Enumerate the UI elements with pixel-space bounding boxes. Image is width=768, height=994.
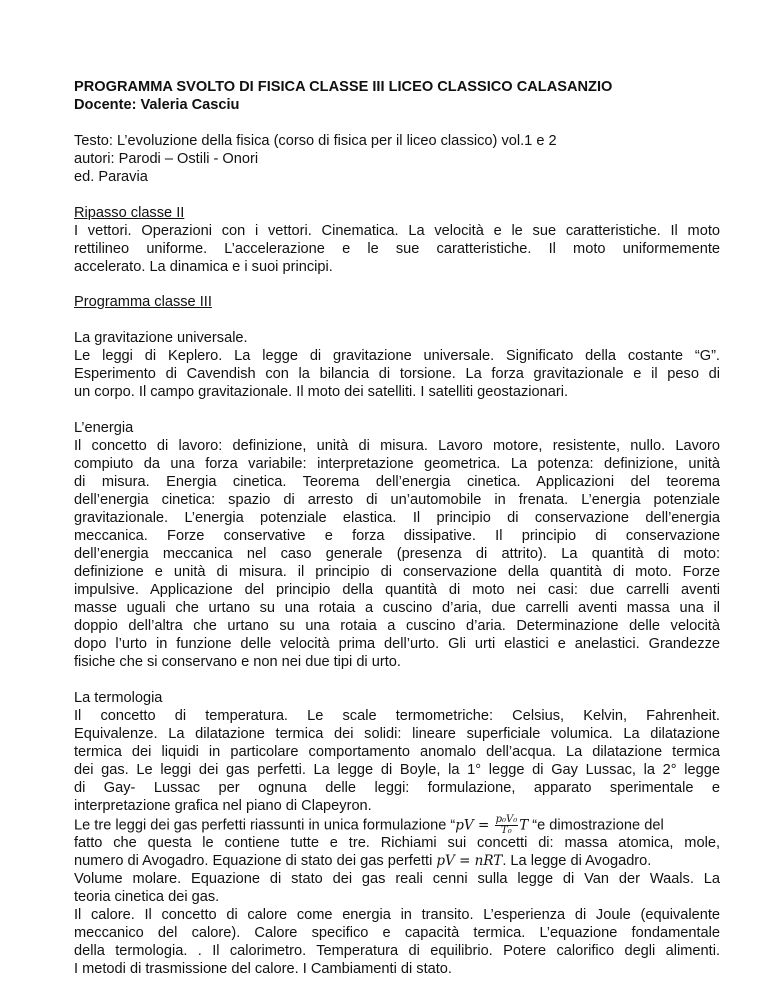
book-title: Testo: L’evoluzione della fisica (corso di fisica per il liceo classico) vol.1 e 2 [74, 133, 557, 149]
energy-line: compiuto da una forza variabile: interpretazione geometrica. La potenza: definizione, unità [74, 456, 720, 472]
thermo-line: Il concetto di temperatura. Le scale termometriche: Celsius, Kelvin, Fahrenheit. [74, 708, 720, 724]
equation-prefix: numero di Avogadro. Equazione di stato dei gas perfetti [74, 853, 437, 869]
energy-line: definizione e unità di misura. il principio di conservazione della quantità di moto. Forze [74, 564, 720, 580]
thermo-line: Volume molare. Equazione di stato dei gas reali cenni sulla legge di Van der Waals. La [74, 871, 720, 887]
book-publisher: ed. Paravia [74, 169, 148, 185]
energy-line: dopo l’urto in funzione delle velocità prima dell’urto. Gli urti elastici e anelastici. Grandezze [74, 636, 720, 652]
book-authors: autori: Parodi – Ostili - Onori [74, 151, 259, 167]
thermo-line: dei gas. Le leggi dei gas perfetti. La legge di Boyle, la 1° legge di Gay Lussac, la 2° legge [74, 762, 720, 778]
teacher-line: Docente: Valeria Casciu [74, 97, 240, 113]
thermo-line: meccanico del calore). Calore specifico e capacità termica. L’equazione fondamentale [74, 925, 720, 941]
thermo-line: fatto che questa le contiene tutte e tre. Richiami sui concetti di: massa atomica, mole, [74, 835, 720, 851]
formula-numerator: p₀V₀ [495, 814, 518, 825]
document-title: PROGRAMMA SVOLTO DI FISICA CLASSE III LICEO CLASSICO CALASANZIO [74, 79, 613, 95]
review-line: accelerato. La dinamica e i suoi principi. [74, 259, 333, 275]
energy-title: L’energia [74, 420, 134, 436]
gravitation-line: Le leggi di Keplero. La legge di gravitazione universale. Significato della costante “G”. [74, 348, 720, 364]
gravitation-title: La gravitazione universale. [74, 330, 248, 346]
thermo-line: interpretazione grafica nel piano di Clapeyron. [74, 798, 372, 814]
thermo-line: termica dei liquidi in particolare comportamento anomalo dell’acqua. La dilatazione termica [74, 744, 720, 760]
thermo-line: Equivalenze. La dilatazione termica dei solidi: lineare superficiale volumica. La dilatazione [74, 726, 720, 742]
energy-line: dell’energia cinetica: spazio di arresto di un’automobile in frenata. L’energia potenziale [74, 492, 720, 508]
formula-fraction [495, 815, 519, 836]
energy-line: fisiche che si conservano e non nei due tipi di urto. [74, 654, 401, 670]
formula-suffix: “e dimostrazione del [528, 817, 664, 834]
formula-line [74, 815, 720, 836]
thermo-line: della termologia. . Il calorimetro. Temperatura di equilibrio. Potere calorifico degli alimenti. [74, 943, 720, 959]
energy-line: Il concetto di lavoro: definizione, unità di misura. Lavoro motore, resistente, nullo. Lavoro [74, 438, 720, 454]
gravitation-line: Esperimento di Cavendish con la bilancia di torsione. La forza gravitazionale e il peso di [74, 366, 720, 382]
thermo-line: teoria cinetica dei gas. [74, 889, 220, 905]
review-heading: Ripasso classe II [74, 205, 185, 221]
formula-rhs: T [519, 817, 529, 834]
thermo-title: La termologia [74, 690, 163, 706]
review-line: I vettori. Operazioni con i vettori. Cinematica. La velocità e le sue caratteristiche. Il moto [74, 223, 720, 239]
equation-suffix: . La legge di Avogadro. [502, 853, 652, 869]
energy-line: meccanica. Forze conservative e forza dissipative. Il principio di conservazione [74, 528, 720, 544]
energy-line: doppio dell’altra che urtano su una rotaia a cuscino d’aria. Determinazione delle velocità [74, 618, 720, 634]
energy-line: gravitazionale. L’energia potenziale elastica. Il principio di conservazione dell’energia [74, 510, 720, 526]
formula-lhs: pV = [455, 817, 494, 834]
thermo-line-equation [74, 852, 720, 871]
thermo-line: I metodi di trasmissione del calore. I Cambiamenti di stato. [74, 961, 452, 977]
formula-denominator: T₀ [501, 825, 512, 836]
review-line: rettilineo uniforme. L’accelerazione e le sue caratteristiche. Il moto uniformemente [74, 241, 720, 257]
state-equation: pV = nRT [436, 853, 503, 869]
energy-line: di misura. Energia cinetica. Teorema dell’energia cinetica. Applicazioni del teorema [74, 474, 720, 490]
program-heading: Programma classe III [74, 294, 212, 310]
energy-line: masse uguali che urtano su una rotaia a cuscino d’aria, due carrelli aventi massa una il [74, 600, 720, 616]
energy-line: impulsive. Applicazione del principio della quantità di moto nei casi: due carrelli aventi [74, 582, 720, 598]
energy-line: dell’energia meccanica nel caso generale (presenza di attrito). La quantità di moto: [74, 546, 720, 562]
gravitation-line: un corpo. Il campo gravitazionale. Il moto dei satelliti. I satelliti geostazionari. [74, 384, 568, 400]
thermo-line: di Gay- Lussac per ognuna delle leggi: formulazione, apparato sperimentale e [74, 780, 720, 796]
formula-prefix: Le tre leggi dei gas perfetti riassunti in unica formulazione “ [74, 817, 456, 834]
thermo-line: Il calore. Il concetto di calore come energia in transito. L’esperienza di Joule (equivalente [74, 907, 720, 923]
